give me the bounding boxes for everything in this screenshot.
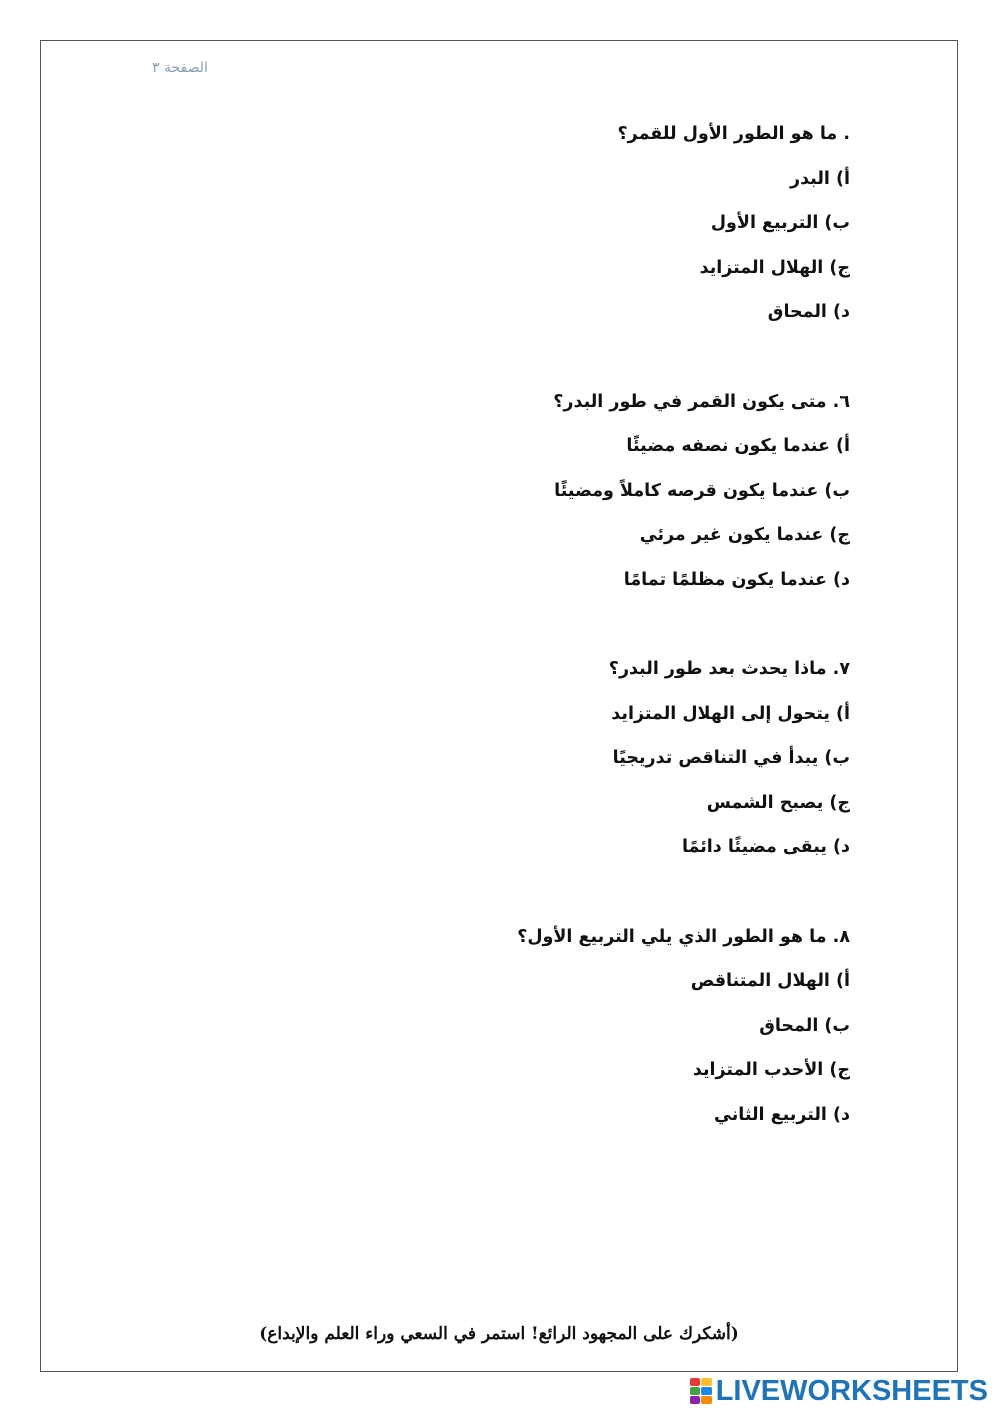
logo-tile bbox=[701, 1378, 712, 1386]
logo-tile bbox=[701, 1387, 712, 1395]
answer-option[interactable]: أ) الهلال المتناقص bbox=[690, 971, 850, 991]
answer-option[interactable]: د) المحاق bbox=[767, 302, 850, 322]
answer-option[interactable]: د) عندما يكون مظلمًا تمامًا bbox=[623, 569, 850, 590]
answer-option[interactable]: أ) عندما يكون نصفه مضيئًا bbox=[626, 436, 850, 456]
question-block bbox=[290, 647, 850, 870]
question-text: ٦. متى يكون القمر في طور البدر؟ bbox=[553, 391, 850, 412]
page-number: الصفحة ٣ bbox=[152, 60, 208, 76]
answer-option[interactable]: ج) الهلال المتزايد bbox=[699, 257, 850, 278]
brand-wordmark: LIVEWORKSHEETS bbox=[715, 1374, 988, 1407]
spacer bbox=[290, 870, 850, 915]
answer-option[interactable]: د) يبقى مضيئًا دائمًا bbox=[681, 837, 850, 857]
spacer bbox=[290, 335, 850, 380]
closing-message: (أشكرك على المجهود الرائع! استمر في السعي وراء العلم والإبداع) bbox=[259, 1324, 739, 1344]
answer-option[interactable]: د) التربيع الثاني bbox=[714, 1104, 850, 1125]
answer-option[interactable]: أ) البدر bbox=[790, 168, 850, 189]
answer-option[interactable]: ب) المحاق bbox=[759, 1015, 850, 1036]
logo-tile bbox=[690, 1396, 701, 1404]
liveworksheets-logo-icon bbox=[690, 1378, 712, 1404]
question-block bbox=[290, 380, 850, 603]
spacer bbox=[290, 602, 850, 647]
questions-list bbox=[290, 112, 850, 1137]
liveworksheets-brand[interactable] bbox=[690, 1374, 988, 1408]
answer-option[interactable]: ب) عندما يكون قرصه كاملاً ومضيئًا bbox=[554, 480, 850, 501]
answer-option[interactable]: أ) يتحول إلى الهلال المتزايد bbox=[611, 703, 850, 724]
answer-option[interactable]: ج) يصبح الشمس bbox=[706, 792, 850, 813]
logo-tile bbox=[690, 1378, 701, 1386]
logo-tile bbox=[701, 1396, 712, 1404]
answer-option[interactable]: ب) التربيع الأول bbox=[710, 213, 850, 233]
logo-tile bbox=[690, 1387, 701, 1395]
answer-option[interactable]: ب) يبدأ في التناقص تدريجيًا bbox=[612, 748, 850, 768]
question-text: ٧. ماذا يحدث بعد طور البدر؟ bbox=[608, 659, 850, 679]
question-block bbox=[290, 915, 850, 1138]
question-text: ٨. ما هو الطور الذي يلي التربيع الأول؟ bbox=[517, 926, 850, 947]
answer-option[interactable]: ج) الأحدب المتزايد bbox=[692, 1060, 850, 1080]
question-block bbox=[290, 112, 850, 335]
answer-option[interactable]: ج) عندما يكون غير مرئي bbox=[639, 525, 850, 545]
question-text: . ما هو الطور الأول للقمر؟ bbox=[617, 124, 850, 144]
